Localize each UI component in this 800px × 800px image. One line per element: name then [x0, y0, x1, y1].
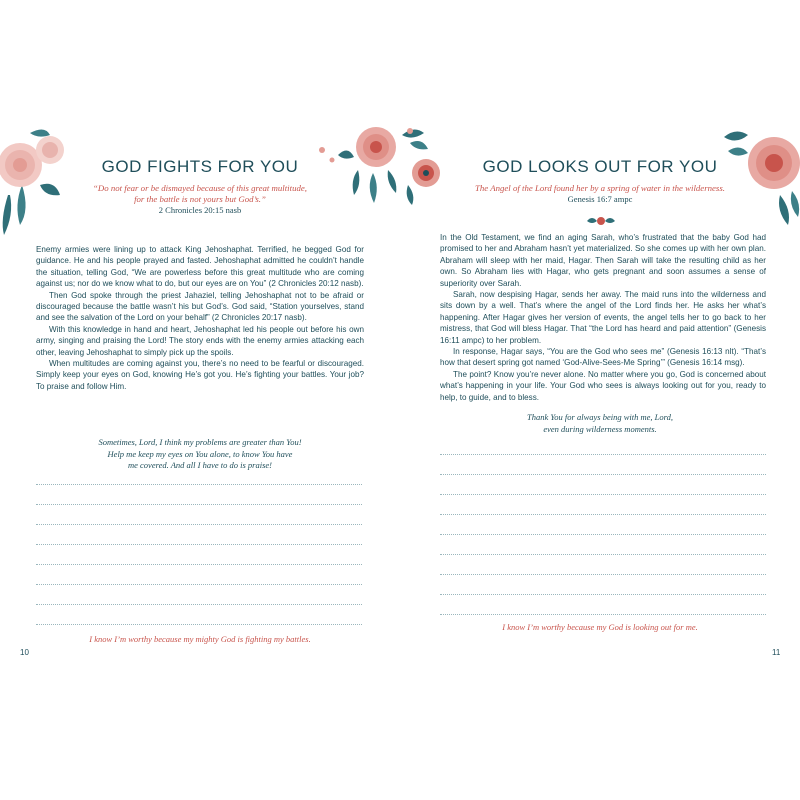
journal-line[interactable] — [440, 495, 766, 515]
journal-line[interactable] — [440, 455, 766, 475]
journal-line[interactable] — [440, 575, 766, 595]
left-page-journal-lines — [36, 465, 362, 625]
left-page-affirmation: I know I’m worthy because my mighty God is fighting my battles. — [89, 634, 311, 644]
quote-line-1: “Do not fear or be dismayed because of this great multitude, — [93, 183, 307, 193]
journal-line[interactable] — [36, 565, 362, 585]
right-page-prayer — [400, 412, 800, 435]
right-page — [400, 125, 800, 655]
right-page-body — [440, 232, 766, 403]
journal-line[interactable] — [36, 545, 362, 565]
left-page-body — [36, 244, 364, 392]
journal-line[interactable] — [36, 465, 362, 485]
body-paragraph: Sarah, now despising Hagar, sends her away. The maid runs into the wilderness and sits down by a well. That’s where the angel of the Lord finds her. He asks her what’s happening. After Hagar gives her version of events, the angel tells her to go back to her mistress, that God will bless Hagar. That “the Lord has heard and paid attention” (Genesis 16:11 ampc) to her problem. — [440, 290, 766, 345]
body-paragraph: Enemy armies were lining up to attack King Jehoshaphat. Terrified, he begged God for guidance. He and his people prayed and fasted. Jehoshaphat admitted he couldn’t handle the situation, telling God, “We are powerless before this great multitude who are coming against us; nor do we know what to do, but our eyes are on You” (2 Chronicles 20:12 nasb). — [36, 245, 364, 289]
floral-divider-icon — [587, 215, 615, 227]
journal-line[interactable] — [440, 535, 766, 555]
journal-line[interactable] — [440, 435, 766, 455]
prayer-line: even during wilderness moments. — [543, 423, 657, 434]
floral-corner-top-left-icon — [0, 125, 70, 235]
body-paragraph: When multitudes are coming against you, there’s no need to be fearful or discouraged. Simply keep your eyes on God, knowing He’s got you. He’s fighting your battles. Your job? To praise and follow Him. — [36, 359, 364, 391]
journal-line[interactable] — [36, 505, 362, 525]
body-paragraph: In response, Hagar says, “You are the God who sees me” (Genesis 16:13 nlt). “That’s how that desert spring got named ‘God-Alive-Sees-Me Spring’” (Genesis 16:14 msg). — [440, 347, 766, 368]
prayer-line: Thank You for always being with me, Lord, — [526, 412, 673, 422]
journal-line[interactable] — [440, 595, 766, 615]
body-paragraph: In the Old Testament, we find an aging Sarah, who’s frustrated that the baby God had promised to her and Abraham hasn’t yet materialized. So she comes up with her own plan. Abraham will sleep with her maid, Hagar. Then Sarah will take the resulting child as her own. So Abraham lies with Hagar, who gets pregnant and soon assumes a sense of superiority over Sarah. — [440, 233, 766, 288]
journal-line[interactable] — [36, 485, 362, 505]
right-page-scripture-quote — [400, 183, 800, 205]
body-paragraph: Then God spoke through the priest Jahaziel, telling Jehoshaphat not to be afraid or discouraged because the battle wasn’t his but God’s. God said, “Station yourselves, stand and see the salvation of the Lord on your behalf” (2 Chronicles 20:17 nasb). — [36, 290, 364, 323]
floral-corner-top-right-icon — [722, 125, 800, 235]
left-page-title: GOD FIGHTS FOR YOU — [101, 157, 299, 176]
right-page-title: GOD LOOKS OUT FOR YOU — [482, 157, 718, 176]
journal-line[interactable] — [36, 525, 362, 545]
journal-line[interactable] — [36, 585, 362, 605]
right-page-affirmation: I know I’m worthy because my God is looking out for me. — [502, 622, 698, 632]
scripture-reference: 2 Chronicles 20:15 nasb — [158, 205, 242, 215]
left-page — [0, 125, 400, 655]
scripture-reference: Genesis 16:7 ampc — [567, 194, 633, 204]
prayer-line: Sometimes, Lord, I think my problems are greater than You! — [98, 437, 302, 447]
journal-line[interactable] — [36, 605, 362, 625]
body-paragraph: With this knowledge in hand and heart, Jehoshaphat led his people out before his own army, singing and praising the Lord! The story ends with the enemy armies attacking each other, leaving Jehoshaphat to simply pick up the spoils. — [36, 324, 364, 357]
body-paragraph: The point? Know you’re never alone. No matter where you go, God is concerned about what’s happening in your life. Your God who sees is always looking out for you, ready to help, to guide, and to bless. — [440, 369, 766, 402]
journal-line[interactable] — [440, 515, 766, 535]
prayer-line: Help me keep my eyes on You alone, to know You have — [107, 448, 293, 459]
quote-line-1: The Angel of the Lord found her by a spring of water in the wilderness. — [475, 183, 725, 193]
quote-line-2: for the battle is not yours but God’s.” — [134, 194, 266, 204]
left-page-scripture-quote — [0, 183, 400, 216]
page-number: 11 — [772, 648, 781, 657]
journal-line[interactable] — [440, 555, 766, 575]
right-page-journal-lines — [440, 435, 766, 615]
prayer-line: me covered. And all I have to do is praise! — [128, 460, 272, 470]
journal-line[interactable] — [440, 475, 766, 495]
page-number: 10 — [20, 648, 29, 657]
